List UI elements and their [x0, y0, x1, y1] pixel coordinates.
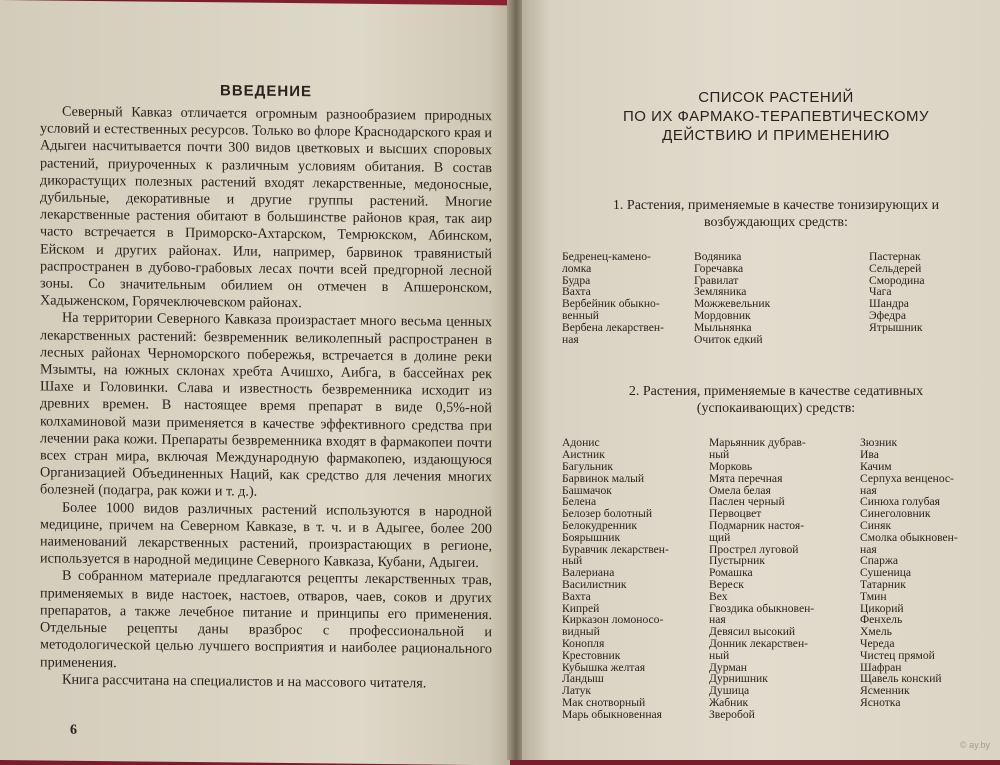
plant-name: Душица [709, 684, 750, 698]
section-heading-line: 2. Растения, применяемые в качестве седативных [628, 384, 924, 400]
plant-name: Чага [869, 285, 892, 299]
plant-name: ломка [562, 261, 592, 275]
plant-name: Гравилат [694, 273, 739, 287]
plant-name: Череда [860, 636, 895, 650]
plant-name: Башмачок [562, 483, 612, 497]
plant-name: Боярышник [562, 530, 621, 544]
plant-name: Зюзник [860, 436, 898, 450]
plant-name: Ромашка [709, 566, 753, 580]
plant-column [854, 437, 980, 720]
plant-name: Зверобой [709, 707, 755, 721]
plant-name: Прострел луговой [709, 542, 799, 556]
plant-name: Первоцвет [709, 507, 762, 521]
plant-name: Адонис [562, 436, 600, 450]
plant-name: Тмин [860, 589, 887, 603]
plant-name: Татарник [860, 577, 906, 591]
plant-name: Вех [709, 589, 728, 603]
plant-name: Буравчик лекарствен- [562, 542, 669, 556]
plant-name: ная [709, 613, 726, 627]
section-1-heading [562, 197, 990, 231]
plant-name: Мак снотворный [562, 695, 646, 709]
list-title [562, 88, 990, 145]
plant-name: Мыльнянка [694, 320, 752, 334]
plant-name: Василистник [562, 577, 627, 591]
plant-name: ный [562, 554, 583, 568]
plant-name: Кирказон ломоносо- [562, 613, 664, 627]
plant-name: Можжевельник [694, 297, 771, 311]
list-title-line: ПО ИХ ФАРМАКО-ТЕРАПЕВТИЧЕСКОМУ [622, 108, 930, 125]
plant-name: Ясменник [860, 684, 910, 698]
plant-name: Донник лекарствен- [709, 636, 809, 650]
plant-name: Смородина [869, 273, 925, 287]
plant-name: ный [709, 448, 730, 462]
plant-name: видный [562, 625, 600, 639]
plant-name: Хмель [860, 625, 892, 639]
plant-name: Бедренец-камено- [562, 250, 651, 263]
plant-name: Белокудренник [562, 518, 638, 532]
plant-name: ная [562, 332, 579, 346]
plant-name: Серпуха венценос- [860, 471, 954, 485]
plant-name: Смолка обыкновен- [860, 530, 958, 544]
plant-name: Синюха голубая [860, 495, 940, 509]
plant-name: Кубышка желтая [562, 660, 646, 674]
plant-name: ная [860, 542, 877, 556]
plant-name: Синеголовник [860, 507, 931, 521]
plant-name: Качим [860, 459, 892, 473]
right-page [522, 0, 1000, 760]
section-heading-line: (успокаивающих) средств: [696, 401, 856, 417]
plant-name: Марьянник дубрав- [709, 436, 806, 450]
plant-name: Пастернак [869, 250, 921, 263]
plant-name: Крестовник [562, 648, 621, 662]
plant-name: Морковь [709, 459, 753, 473]
plant-name: венный [562, 308, 599, 322]
plant-name: щий [709, 530, 731, 544]
plant-name: Дурман [709, 660, 747, 674]
plant-name: Эфедра [869, 308, 907, 322]
plant-name: Вахта [562, 285, 591, 299]
plant-name: Барвинок малый [562, 471, 645, 485]
plant-name: Конопля [562, 636, 605, 650]
plant-name: Ясноткa [860, 695, 901, 709]
plant-name: Кипрей [562, 601, 600, 615]
plant-column [562, 251, 682, 345]
plant-name: Горечавка [694, 261, 744, 275]
plant-name: Пустырник [709, 554, 766, 568]
section-heading-line: возбуждающих средств: [704, 215, 848, 230]
plant-name: Вербейник обыкно- [562, 297, 660, 311]
plant-name: Девясил высокий [709, 625, 796, 639]
intro-paragraph: На территории Северного Кавказа произрастает много весьма ценных лекарственных растений: безвременник великолепный распространен в лесных районах Черноморского побережья, встречается в долине реки Мзымты, на южных склонах хребта Ачишхо, Аибга, в бассейнах рек Шахе и Головинки. Слава и известность безвременника исходит из древних времен. В настоящее время препарат в виде 0,5%-ной колхаминовой мази применяется в качестве эффективного средства при лечении рака кожи. Препараты безвременника входят в фармакопеи почти всех стран мира, включая Международную фармакопею, издающуюся Организацией Объединенных Наций, как средство для лечения многих болезней (подагра, рак кожи и т. д.). [40, 310, 492, 501]
plant-name: Очиток едкий [694, 332, 763, 346]
plant-name: Аистник [562, 448, 605, 462]
intro-paragraph: Северный Кавказ отличается огромным разнообразием природных условий и естественных ресурсов. Только во флоре Краснодарского края и Адыгеи насчитывается почти 300 видов цветковых и высших споровых растений, приуроченных к различным условиям обитания. В состав дикорастущих полезных растений входят лекарственные, медоносные, дубильные, декоративные и другие группы растений. Многие лекарственные растения обитают в большинстве районов края, так аир часто встречается в Приморско-Ахтарском, Темрюкском, Абинском, Ейском и других районах. Или, например, барвинок травянистый распространен в дубово-грабовых лесах почти всей предгорной лесной зоны. Со значительным обилием он отмечен в Апшеронском, Хадыженском, Горячеключевском районах. [40, 103, 492, 312]
intro-paragraph: Книга рассчитана на специалистов и на массового читателя. [62, 671, 427, 692]
intro-paragraph: В собранном материале предлагаются рецепты лекарственных трав, применяемых в виде настоек, настоев, отваров, чаев, соков и других препаратов, а также лечебное питание и принципы его применения. Отдельные рецепты даны вразброс с профессиональной и методологической целью лучшего восприятия и наиболее рационального применения. [40, 568, 492, 671]
plant-name: Вахта [562, 589, 591, 603]
plant-name: Ива [860, 448, 879, 462]
list-title-line: ДЕЙСТВИЮ И ПРИМЕНЕНИЮ [662, 127, 890, 144]
plant-name: Сельдерей [869, 261, 922, 275]
plant-name: Цикорий [860, 601, 904, 615]
plant-name: Ландыш [562, 672, 604, 686]
plant-name: Марь обыкновенная [562, 707, 662, 721]
plant-name: Латук [562, 684, 592, 698]
plant-name: Сушеница [860, 566, 912, 580]
plant-name: Водяника [694, 250, 742, 263]
plant-name: Мордовник [694, 308, 751, 322]
plant-name: Чистец прямой [860, 648, 935, 662]
plant-name: Белозер болотный [562, 507, 653, 521]
plant-column [682, 251, 849, 345]
section-1-plant-list [562, 251, 990, 345]
plant-name: ная [860, 483, 877, 497]
intro-title: ВВЕДЕНИЕ [220, 82, 312, 101]
plant-name: Земляника [694, 285, 747, 299]
plant-name: Дурнишник [709, 672, 768, 686]
plant-name: ный [709, 648, 730, 662]
plant-name: Ятрышник [869, 320, 923, 334]
section-2-heading [562, 383, 990, 417]
plant-name: Спаржа [860, 554, 899, 568]
plant-name: Шафран [860, 660, 902, 674]
page-number: 6 [70, 722, 77, 738]
watermark: © ay.by [960, 740, 990, 750]
plant-name: Мята перечная [709, 471, 783, 485]
plant-name: Фенхель [860, 613, 903, 627]
plant-name: Шандра [869, 297, 909, 311]
plant-name: Подмарник настоя- [709, 518, 805, 532]
plant-name: Вербена лекарствен- [562, 320, 664, 334]
intro-text [40, 103, 492, 693]
plant-name: Будра [562, 273, 591, 287]
intro-paragraph: Более 1000 видов различных растений используются в народной медицине, причем на Северном Кавказе, в т. ч. и в Адыгее, более 200 наименований лекарственных растений, произрастающих в регионе, используется в народной медицине Северного Кавказа, Кубани, Адыгеи. [40, 499, 492, 572]
plant-name: Омела белая [709, 483, 771, 497]
plant-name: Валериана [562, 566, 615, 580]
plant-name: Гвоздика обыкновен- [709, 601, 815, 615]
plant-name: Синяк [860, 518, 892, 532]
section-heading-line: 1. Растения, применяемые в качестве тонизирующих и [612, 198, 940, 213]
section-2-plant-list [562, 437, 990, 720]
plant-name: Белена [562, 495, 597, 509]
plant-column [697, 437, 854, 720]
plant-name: Багульник [562, 459, 613, 473]
plant-name: Щавель конский [860, 672, 942, 686]
plant-name: Вереск [709, 577, 744, 591]
plant-column [849, 251, 989, 345]
plant-name: Жабник [709, 695, 749, 709]
list-title-line: СПИСОК РАСТЕНИЙ [698, 89, 854, 106]
plant-name: Паслен черный [709, 495, 785, 509]
plant-column [562, 437, 697, 720]
